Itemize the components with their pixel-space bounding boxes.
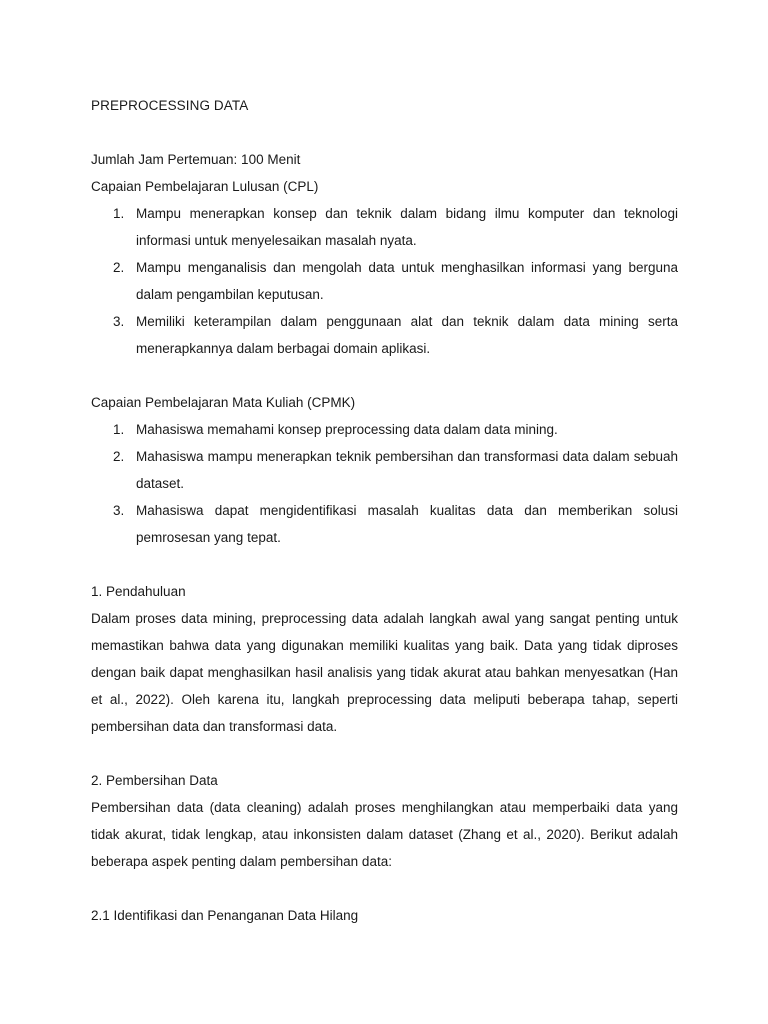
spacer	[91, 362, 678, 389]
document-page	[91, 92, 678, 929]
list-number: 3.	[113, 503, 125, 518]
cpl-heading: Capaian Pembelajaran Lulusan (CPL)	[91, 179, 319, 194]
section-body-pendahuluan: Dalam proses data mining, preprocessing data adalah langkah awal yang sangat penting untuk memastikan bahwa data yang digunakan memiliki kualitas yang baik. Data yang tidak diproses dengan baik dapat menghasilkan hasil analisis yang tidak akurat atau bahkan menyesatkan (Han et al., 2022). Oleh karena itu, langkah preprocessing data meliputi beberapa tahap, seperti pembersihan data dan transformasi data.	[91, 611, 678, 734]
list-number: 3.	[113, 314, 125, 329]
cpl-item	[91, 308, 678, 362]
section-body-pembersihan: Pembersihan data (data cleaning) adalah proses menghilangkan atau memperbaiki data yang tidak akurat, tidak lengkap, atau inkonsisten dalam dataset (Zhang et al., 2020). Berikut adalah beberapa aspek penting dalam pembersihan data:	[91, 800, 678, 869]
cpl-list	[91, 200, 678, 362]
cpmk-list	[91, 416, 678, 551]
section-heading-pendahuluan: 1. Pendahuluan	[91, 584, 186, 599]
meeting-time: Jumlah Jam Pertemuan: 100 Menit	[91, 152, 301, 167]
section-heading-pembersihan: 2. Pembersihan Data	[91, 773, 218, 788]
list-item-text: Memiliki keterampilan dalam penggunaan alat dan teknik dalam data mining serta menerapkannya dalam berbagai domain aplikasi.	[136, 314, 678, 356]
spacer	[91, 875, 678, 902]
list-item-text: Mahasiswa mampu menerapkan teknik pembersihan dan transformasi data dalam sebuah dataset.	[136, 449, 678, 491]
cpmk-item	[91, 416, 678, 443]
list-number: 2.	[113, 449, 125, 464]
list-item-text: Mahasiswa dapat mengidentifikasi masalah kualitas data dan memberikan solusi pemrosesan yang tepat.	[136, 503, 678, 545]
list-number: 1.	[113, 206, 125, 221]
list-number: 1.	[113, 422, 125, 437]
list-item-text: Mampu menganalisis dan mengolah data untuk menghasilkan informasi yang berguna dalam pengambilan keputusan.	[136, 260, 678, 302]
subsection-heading-data-hilang: 2.1 Identifikasi dan Penanganan Data Hilang	[91, 908, 359, 923]
list-item-text: Mampu menerapkan konsep dan teknik dalam bidang ilmu komputer dan teknologi informasi untuk menyelesaikan masalah nyata.	[136, 206, 678, 248]
list-item-text: Mahasiswa memahami konsep preprocessing data dalam data mining.	[136, 422, 558, 437]
cpmk-item	[91, 443, 678, 497]
cpmk-item	[91, 497, 678, 551]
cpl-item	[91, 254, 678, 308]
spacer	[91, 740, 678, 767]
document-title: PREPROCESSING DATA	[91, 98, 249, 113]
list-number: 2.	[113, 260, 125, 275]
cpl-item	[91, 200, 678, 254]
cpmk-heading: Capaian Pembelajaran Mata Kuliah (CPMK)	[91, 395, 356, 410]
spacer	[91, 119, 678, 146]
spacer	[91, 551, 678, 578]
